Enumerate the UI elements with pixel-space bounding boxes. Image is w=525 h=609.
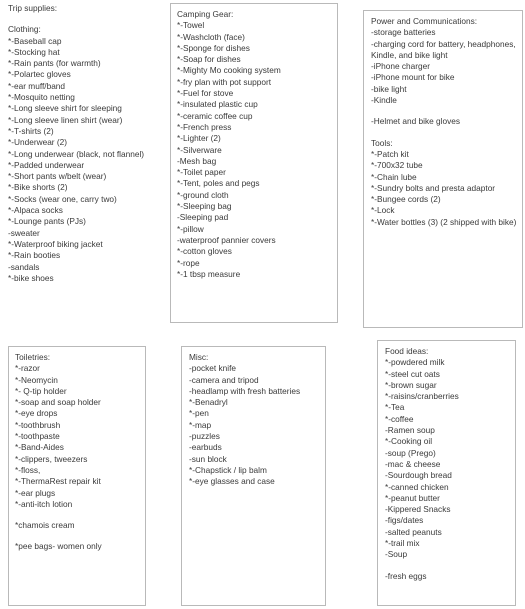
list-item: *-eye drops <box>15 408 58 419</box>
misc-title: Misc: <box>189 352 209 362</box>
list-item: *-1 tbsp measure <box>177 268 241 279</box>
tools-heading: Tools: <box>371 137 393 148</box>
list-item: *-Alpaca socks <box>8 205 63 216</box>
toiletries-title: Toiletries: <box>15 352 51 362</box>
list-item: *-Neomycin <box>15 374 58 385</box>
list-item: *-Water bottles (3) (2 shipped with bike) <box>371 216 517 227</box>
list-item: *-Sleeping bag <box>177 201 232 212</box>
list-item: -Ramen soup <box>385 425 435 436</box>
list-item: *-Bike shorts (2) <box>8 182 68 193</box>
list-item: *-Chapstick / lip balm <box>189 464 267 475</box>
list-item: *-map <box>189 419 212 430</box>
spacer <box>371 106 515 116</box>
list-item: -earbuds <box>189 442 222 453</box>
list-item: -Sourdough bread <box>385 470 452 481</box>
list-item: *-Tea <box>385 402 405 413</box>
list-item: *-Rain pants (for warmth) <box>8 58 101 69</box>
list-item: *-bike shoes <box>8 272 54 283</box>
list-item: *-powdered milk <box>385 357 445 368</box>
list-item: *-cotton gloves <box>177 246 232 257</box>
list-item: *-Long sleeve linen shirt (wear) <box>8 114 123 125</box>
list-item: *-Toilet paper <box>177 167 226 178</box>
list-item: *-Underwear (2) <box>8 137 68 148</box>
list-item: *-rope <box>177 257 200 268</box>
clothing-items <box>8 36 158 285</box>
list-item: *-fry plan with pot support <box>177 76 272 87</box>
spacer <box>385 561 508 571</box>
list-item: *-Short pants w/belt (wear) <box>8 171 107 182</box>
list-item: *-soap and soap holder <box>15 397 101 408</box>
list-item: *chamois cream <box>15 520 75 531</box>
tools-items <box>371 149 515 228</box>
list-item: *-Sundry bolts and presta adaptor <box>371 182 496 193</box>
list-item: *-700x32 tube <box>371 160 423 171</box>
list-item: *-Lighter (2) <box>177 133 221 144</box>
list-item: *-Patch kit <box>371 148 409 159</box>
list-item: -soup (Prego) <box>385 447 436 458</box>
food-title: Food ideas: <box>385 346 429 356</box>
list-item: *-ceramic coffee cup <box>177 110 253 121</box>
list-item: *-brown sugar <box>385 379 437 390</box>
list-item: *-ear plugs <box>15 487 56 498</box>
list-item: -sweater <box>8 227 40 238</box>
list-item: *-Soap for dishes <box>177 54 241 65</box>
list-item: *-Towel <box>177 20 205 31</box>
list-item: *-raisins/cranberries <box>385 391 459 402</box>
list-item: *-clippers, tweezers <box>15 453 88 464</box>
list-item: *-Long sleeve shirt for sleeping <box>8 103 122 114</box>
list-item: *-insulated plastic cup <box>177 99 258 110</box>
list-item: -Kindle <box>371 95 397 106</box>
list-item: *-Polartec gloves <box>8 69 71 80</box>
list-item: *-T-shirts (2) <box>8 125 54 136</box>
list-item: -charging cord for battery, headphones, Kindle, and bike light <box>371 38 516 60</box>
list-item: *-Fuel for stove <box>177 88 234 99</box>
list-item: *-Mighty Mo cooking system <box>177 65 281 76</box>
trip-title: Trip supplies: <box>8 3 58 13</box>
list-item: -figs/dates <box>385 515 424 526</box>
list-item: *-Band-Aides <box>15 442 64 453</box>
camping-title: Camping Gear: <box>177 9 234 19</box>
spacer <box>15 510 139 520</box>
list-item: -salted peanuts <box>385 526 442 537</box>
misc-box <box>181 346 326 606</box>
spacer <box>15 531 139 541</box>
list-item: *-Bungee cords (2) <box>371 194 441 205</box>
list-item: -headlamp with fresh batteries <box>189 385 301 396</box>
misc-items <box>189 363 318 487</box>
list-item: *-peanut butter <box>385 492 440 503</box>
list-item: *-Tent, poles and pegs <box>177 178 260 189</box>
list-item: *-pillow <box>177 223 204 234</box>
list-item: -iPhone charger <box>371 61 431 72</box>
list-item: *-floss, <box>15 464 41 475</box>
list-item: *-Lock <box>371 205 395 216</box>
power-communications-box <box>363 10 523 328</box>
list-item: -waterproof pannier covers <box>177 234 276 245</box>
list-item: *-trail mix <box>385 538 420 549</box>
list-item: -mac & cheese <box>385 458 441 469</box>
helmet-item: -Helmet and bike gloves <box>371 116 461 127</box>
list-item: -pocket knife <box>189 363 237 374</box>
list-item: *-razor <box>15 363 40 374</box>
list-item: *-Lounge pants (PJs) <box>8 216 86 227</box>
list-item: *-Padded underwear <box>8 159 85 170</box>
toiletries-box <box>8 346 146 606</box>
list-item: *-Waterproof biking jacket <box>8 238 103 249</box>
list-item: -Soup <box>385 549 408 560</box>
list-item: *-anti-itch lotion <box>15 498 73 509</box>
toiletries-items <box>15 363 139 510</box>
list-item: *-ThermaRest repair kit <box>15 476 101 487</box>
list-item: *-Rain booties <box>8 250 61 261</box>
list-item: *-toothpaste <box>15 431 60 442</box>
power-title: Power and Communications: <box>371 16 478 26</box>
list-item: *-Washcloth (face) <box>177 31 245 42</box>
list-item: *-coffee <box>385 413 414 424</box>
list-item: -bike light <box>371 83 407 94</box>
list-item: -sun block <box>189 453 227 464</box>
list-item: -iPhone mount for bike <box>371 72 455 83</box>
list-item: -storage batteries <box>371 27 436 38</box>
list-item: *-Socks (wear one, carry two) <box>8 193 117 204</box>
list-item: *-Cooking oil <box>385 436 433 447</box>
list-item: *- Q-tip holder <box>15 385 67 396</box>
list-item: *-ear muff/band <box>8 80 66 91</box>
list-item: *-steel cut oats <box>385 368 440 379</box>
list-item: *-Long underwear (black, not flannel) <box>8 148 145 159</box>
trip-supplies-list <box>8 3 158 303</box>
food-ideas-box <box>377 340 516 606</box>
spacer <box>371 128 515 138</box>
list-item: -fresh eggs <box>385 570 427 581</box>
list-item: *-ground cloth <box>177 189 229 200</box>
power-items <box>371 27 515 106</box>
camping-gear-box <box>170 3 338 323</box>
list-item: *-eye glasses and case <box>189 476 275 487</box>
list-item: *-French press <box>177 121 232 132</box>
list-item: -camera and tripod <box>189 374 259 385</box>
list-item: *-toothbrush <box>15 419 61 430</box>
list-item: -Mesh bag <box>177 155 217 166</box>
list-item: -Sleeping pad <box>177 212 229 223</box>
food-items <box>385 357 508 560</box>
list-item: *-Benadryl <box>189 397 228 408</box>
camping-items <box>177 20 331 280</box>
list-item: *-pen <box>189 408 209 419</box>
clothing-heading: Clothing: <box>8 24 41 35</box>
list-item: *-canned chicken <box>385 481 449 492</box>
list-item: *-Chain lube <box>371 171 417 182</box>
list-item: -sandals <box>8 261 40 272</box>
list-item: *-Stocking hat <box>8 46 60 57</box>
spacer <box>8 14 158 24</box>
list-item: *-Sponge for dishes <box>177 42 250 53</box>
list-item: *pee bags- women only <box>15 541 102 552</box>
list-item: -puzzles <box>189 431 220 442</box>
list-item: *-Silverware <box>177 144 222 155</box>
list-item: -Kippered Snacks <box>385 504 451 515</box>
list-item: *-Mosquito netting <box>8 92 75 103</box>
list-item: *-Baseball cap <box>8 35 62 46</box>
